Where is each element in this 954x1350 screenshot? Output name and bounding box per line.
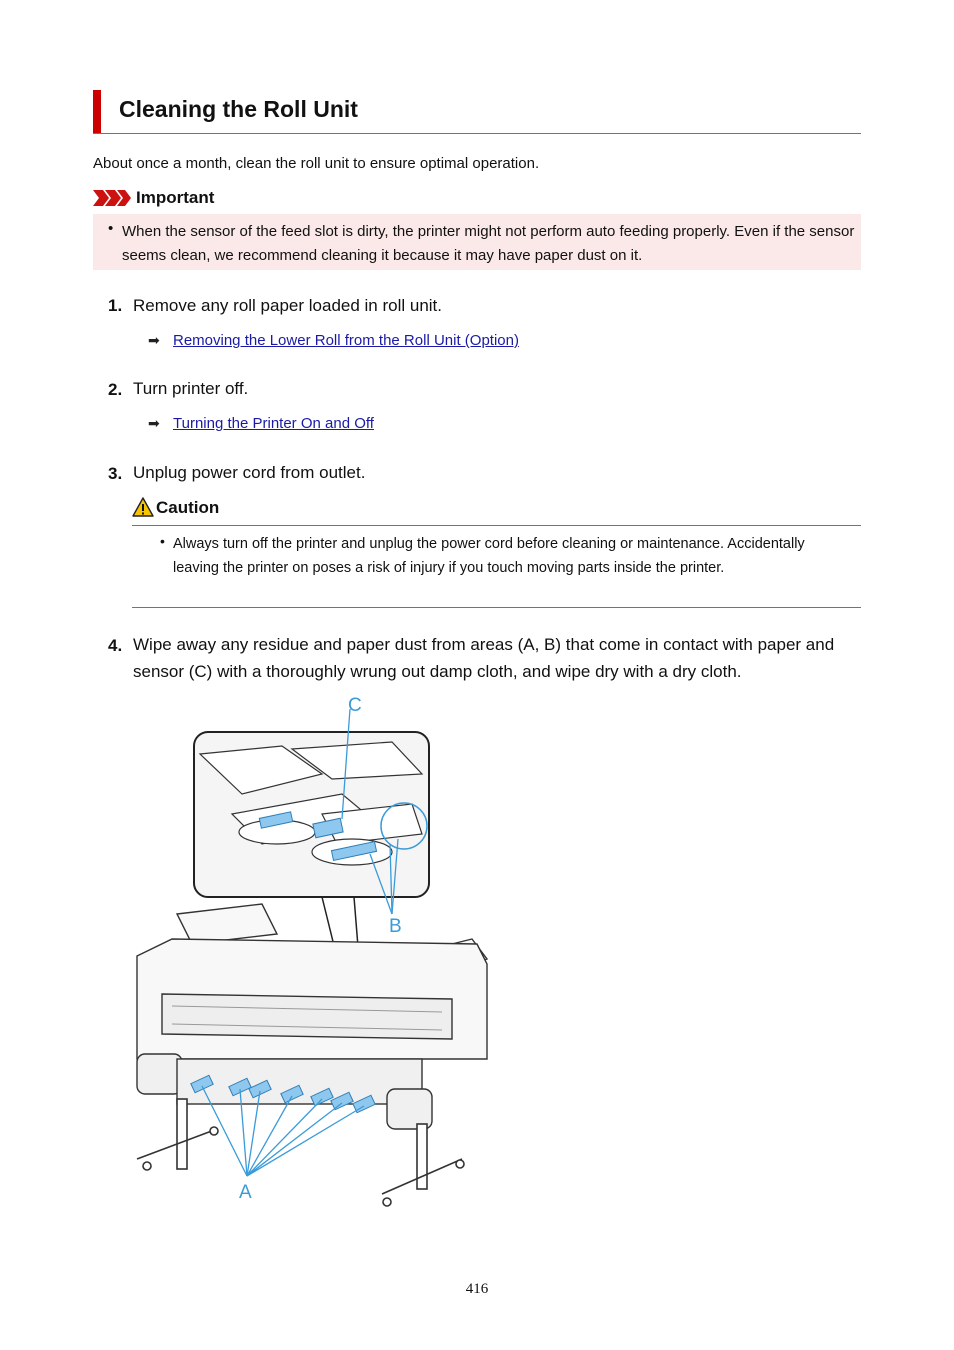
heading-accent-bar [93,90,101,134]
important-bullet: • [108,220,114,237]
step-2-number: 2. [108,380,123,399]
caution-bullet: • [160,533,165,549]
link-removing-lower-roll[interactable]: Removing the Lower Roll from the Roll Unit (Option) [173,332,519,349]
caution-label: Caution [156,498,220,517]
important-chevrons-icon [93,188,133,208]
warning-triangle-icon [132,497,154,517]
link-turning-printer-on-off[interactable]: Turning the Printer On and Off [173,415,374,432]
page-title: Cleaning the Roll Unit [119,96,358,122]
link-arrow-icon: ➡ [148,332,160,348]
important-text: When the sensor of the feed slot is dirty, the printer might not perform auto feeding properly. Even if the sensor seems clean, we recommend cleaning it because it may have paper dust on it. [122,223,855,264]
intro-text: About once a month, clean the roll unit to ensure optimal operation. [93,155,540,172]
important-label: Important [136,188,215,207]
link-arrow-icon: ➡ [148,415,160,431]
caution-rule-bottom [132,607,861,608]
label-a: A [239,1182,252,1203]
roll-unit-illustration [132,694,492,1214]
step-1-number: 1. [108,296,123,315]
label-b: B [389,916,402,937]
page-number: 416 [465,1281,489,1297]
step-2-text: Turn printer off. [133,379,249,398]
step-3-number: 3. [108,464,123,483]
caution-text: Always turn off the printer and unplug the power cord before cleaning or maintenance. Accidentally leaving the printer on poses a risk of injury if you touch moving parts inside the printer. [173,536,805,576]
label-c: C [348,695,362,716]
step-1-text: Remove any roll paper loaded in roll unit. [133,296,443,315]
step-4-text: Wipe away any residue and paper dust from areas (A, B) that come in contact with paper and sensor (C) with a thoroughly wrung out damp cloth, and wipe dry with a dry cloth. [133,635,835,681]
caution-rule-top [132,525,861,526]
heading-rule [93,133,861,134]
step-3-text: Unplug power cord from outlet. [133,463,366,482]
step-4-number: 4. [108,636,123,655]
